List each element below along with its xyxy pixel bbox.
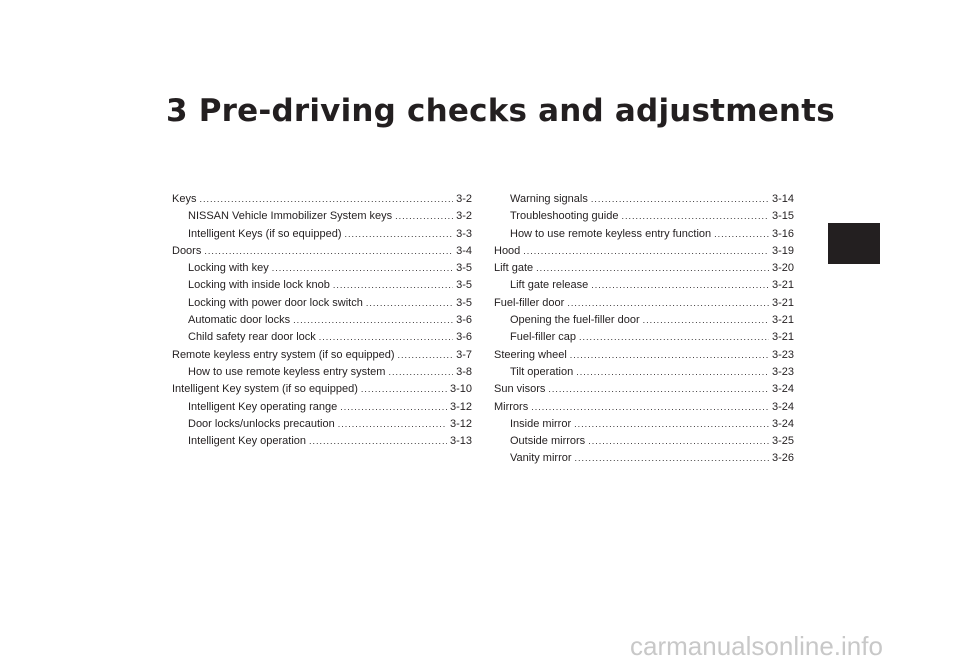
toc-entry[interactable] xyxy=(172,416,472,433)
toc-entry[interactable] xyxy=(172,208,472,225)
toc-dot-leader xyxy=(574,416,769,433)
toc-entry-page: 3-21 xyxy=(771,331,794,344)
toc-right-column xyxy=(494,191,794,468)
toc-entry-page: 3-3 xyxy=(456,227,472,240)
toc-entry-page: 3-21 xyxy=(771,279,794,292)
toc-entry-page: 3-15 xyxy=(771,210,794,223)
toc-dot-leader xyxy=(523,243,769,260)
toc-dot-leader xyxy=(714,226,769,243)
toc-entry-page: 3-6 xyxy=(456,314,472,327)
toc-entry-label: Opening the fuel-filler door xyxy=(510,314,640,327)
toc-dot-leader xyxy=(591,191,769,208)
toc-entry-label: Fuel-filler door xyxy=(494,296,565,309)
toc-entry[interactable] xyxy=(494,416,794,433)
toc-dot-leader xyxy=(204,243,453,260)
toc-entry-page: 3-2 xyxy=(456,210,472,223)
toc-dot-leader xyxy=(591,277,769,294)
toc-entry[interactable] xyxy=(494,208,794,225)
toc-entry[interactable] xyxy=(172,295,472,312)
toc-entry-page: 3-24 xyxy=(771,400,794,413)
toc-entry-label: Intelligent Keys (if so equipped) xyxy=(188,227,342,240)
toc-entry[interactable] xyxy=(494,260,794,277)
toc-entry[interactable] xyxy=(172,226,472,243)
toc-dot-leader xyxy=(575,450,769,467)
toc-dot-leader xyxy=(309,433,447,450)
toc-entry-page: 3-12 xyxy=(449,417,472,430)
toc-entry[interactable] xyxy=(494,312,794,329)
toc-entry-label: Keys xyxy=(172,193,197,205)
toc-entry-page: 3-7 xyxy=(456,348,472,361)
toc-entry[interactable] xyxy=(172,347,472,364)
toc-entry-label: Remote keyless entry system (if so equipped) xyxy=(172,348,395,361)
toc-dot-leader xyxy=(531,399,769,416)
toc-entry-label: Locking with power door lock switch xyxy=(188,296,363,309)
toc-dot-leader xyxy=(333,277,453,294)
toc-left-column xyxy=(172,191,472,450)
toc-entry[interactable] xyxy=(494,347,794,364)
toc-entry[interactable] xyxy=(494,191,794,208)
toc-entry-label: Vanity mirror xyxy=(510,452,572,465)
toc-entry-label: Intelligent Key operation xyxy=(188,435,307,448)
toc-dot-leader xyxy=(272,260,453,277)
toc-dot-leader xyxy=(570,347,769,364)
toc-entry[interactable] xyxy=(172,312,472,329)
toc-dot-leader xyxy=(319,329,453,346)
toc-entry-page: 3-2 xyxy=(456,193,472,205)
toc-entry[interactable] xyxy=(494,277,794,294)
toc-entry-page: 3-8 xyxy=(456,365,472,378)
toc-entry-label: How to use remote keyless entry system xyxy=(188,365,386,378)
toc-entry[interactable] xyxy=(172,260,472,277)
toc-entry-label: NISSAN Vehicle Immobilizer System keys xyxy=(188,210,393,223)
toc-entry[interactable] xyxy=(172,243,472,260)
toc-entry-label: Locking with key xyxy=(188,262,269,275)
toc-dot-leader xyxy=(293,312,453,329)
toc-entry-page: 3-5 xyxy=(456,296,472,309)
toc-dot-leader xyxy=(388,364,453,381)
toc-entry-page: 3-6 xyxy=(456,331,472,344)
toc-entry-label: Intelligent Key system (if so equipped) xyxy=(172,383,358,396)
toc-entry-label: Inside mirror xyxy=(510,417,572,430)
toc-entry-label: Tilt operation xyxy=(510,365,574,378)
toc-entry-label: How to use remote keyless entry function xyxy=(510,227,712,240)
toc-entry-page: 3-21 xyxy=(771,296,794,309)
toc-dot-leader xyxy=(536,260,769,277)
toc-entry[interactable] xyxy=(494,226,794,243)
toc-entry[interactable] xyxy=(172,364,472,381)
toc-entry-page: 3-25 xyxy=(771,435,794,448)
toc-entry-page: 3-20 xyxy=(771,262,794,275)
toc-entry[interactable] xyxy=(172,381,472,398)
toc-entry-label: Child safety rear door lock xyxy=(188,331,316,344)
toc-entry-page: 3-21 xyxy=(771,314,794,327)
toc-entry[interactable] xyxy=(494,433,794,450)
toc-entry[interactable] xyxy=(172,191,472,208)
toc-entry-label: Outside mirrors xyxy=(510,435,586,448)
toc-dot-leader xyxy=(579,329,769,346)
toc-entry[interactable] xyxy=(494,364,794,381)
section-tab-marker xyxy=(828,223,880,264)
toc-entry-label: Locking with inside lock knob xyxy=(188,279,330,292)
toc-dot-leader xyxy=(576,364,769,381)
toc-dot-leader xyxy=(338,416,447,433)
toc-entry-label: Troubleshooting guide xyxy=(510,210,619,223)
toc-entry[interactable] xyxy=(172,277,472,294)
toc-entry[interactable] xyxy=(494,243,794,260)
toc-entry-label: Intelligent Key operating range xyxy=(188,400,338,413)
toc-entry-page: 3-10 xyxy=(449,383,472,396)
toc-entry-label: Fuel-filler cap xyxy=(510,331,577,344)
toc-entry-page: 3-13 xyxy=(449,435,472,448)
toc-entry-label: Steering wheel xyxy=(494,348,567,361)
toc-entry-label: Lift gate release xyxy=(510,279,589,292)
toc-dot-leader xyxy=(395,208,453,225)
toc-entry[interactable] xyxy=(494,295,794,312)
toc-entry-page: 3-12 xyxy=(449,400,472,413)
toc-entry-page: 3-24 xyxy=(771,417,794,430)
toc-entry-label: Doors xyxy=(172,244,202,257)
toc-entry-label: Hood xyxy=(494,244,521,257)
toc-entry-page: 3-24 xyxy=(771,383,794,396)
toc-entry-page: 3-4 xyxy=(456,244,472,257)
toc-entry-label: Sun visors xyxy=(494,383,546,396)
toc-entry-label: Lift gate xyxy=(494,262,534,275)
toc-entry-label: Warning signals xyxy=(510,193,588,205)
toc-entry-page: 3-5 xyxy=(456,279,472,292)
toc-entry-page: 3-19 xyxy=(771,244,794,257)
toc-entry-label: Mirrors xyxy=(494,400,529,413)
toc-entry-label: Automatic door locks xyxy=(188,314,291,327)
toc-entry-page: 3-26 xyxy=(771,452,794,465)
toc-dot-leader xyxy=(398,347,454,364)
toc-entry-page: 3-23 xyxy=(771,365,794,378)
toc-dot-leader xyxy=(567,295,769,312)
toc-entry[interactable] xyxy=(172,399,472,416)
toc-dot-leader xyxy=(361,381,447,398)
toc-entry[interactable] xyxy=(494,381,794,398)
toc-dot-leader xyxy=(344,226,453,243)
toc-entry-page: 3-23 xyxy=(771,348,794,361)
toc-entry[interactable] xyxy=(494,329,794,346)
toc-dot-leader xyxy=(548,381,769,398)
toc-entry-page: 3-16 xyxy=(771,227,794,240)
watermark-text: carmanualsonline.info xyxy=(630,631,883,661)
toc-entry-page: 3-14 xyxy=(771,193,794,205)
toc-entry-page: 3-5 xyxy=(456,262,472,275)
toc-entry[interactable] xyxy=(172,329,472,346)
toc-entry-label: Door locks/unlocks precaution xyxy=(188,417,335,430)
toc-dot-leader xyxy=(366,295,453,312)
toc-entry[interactable] xyxy=(494,450,794,467)
toc-dot-leader xyxy=(588,433,769,450)
toc-dot-leader xyxy=(621,208,769,225)
toc-dot-leader xyxy=(199,191,453,208)
chapter-title: 3 Pre-driving checks and adjustments xyxy=(166,93,835,129)
toc-entry[interactable] xyxy=(172,433,472,450)
toc-dot-leader xyxy=(643,312,769,329)
toc-dot-leader xyxy=(340,399,447,416)
toc-entry[interactable] xyxy=(494,399,794,416)
